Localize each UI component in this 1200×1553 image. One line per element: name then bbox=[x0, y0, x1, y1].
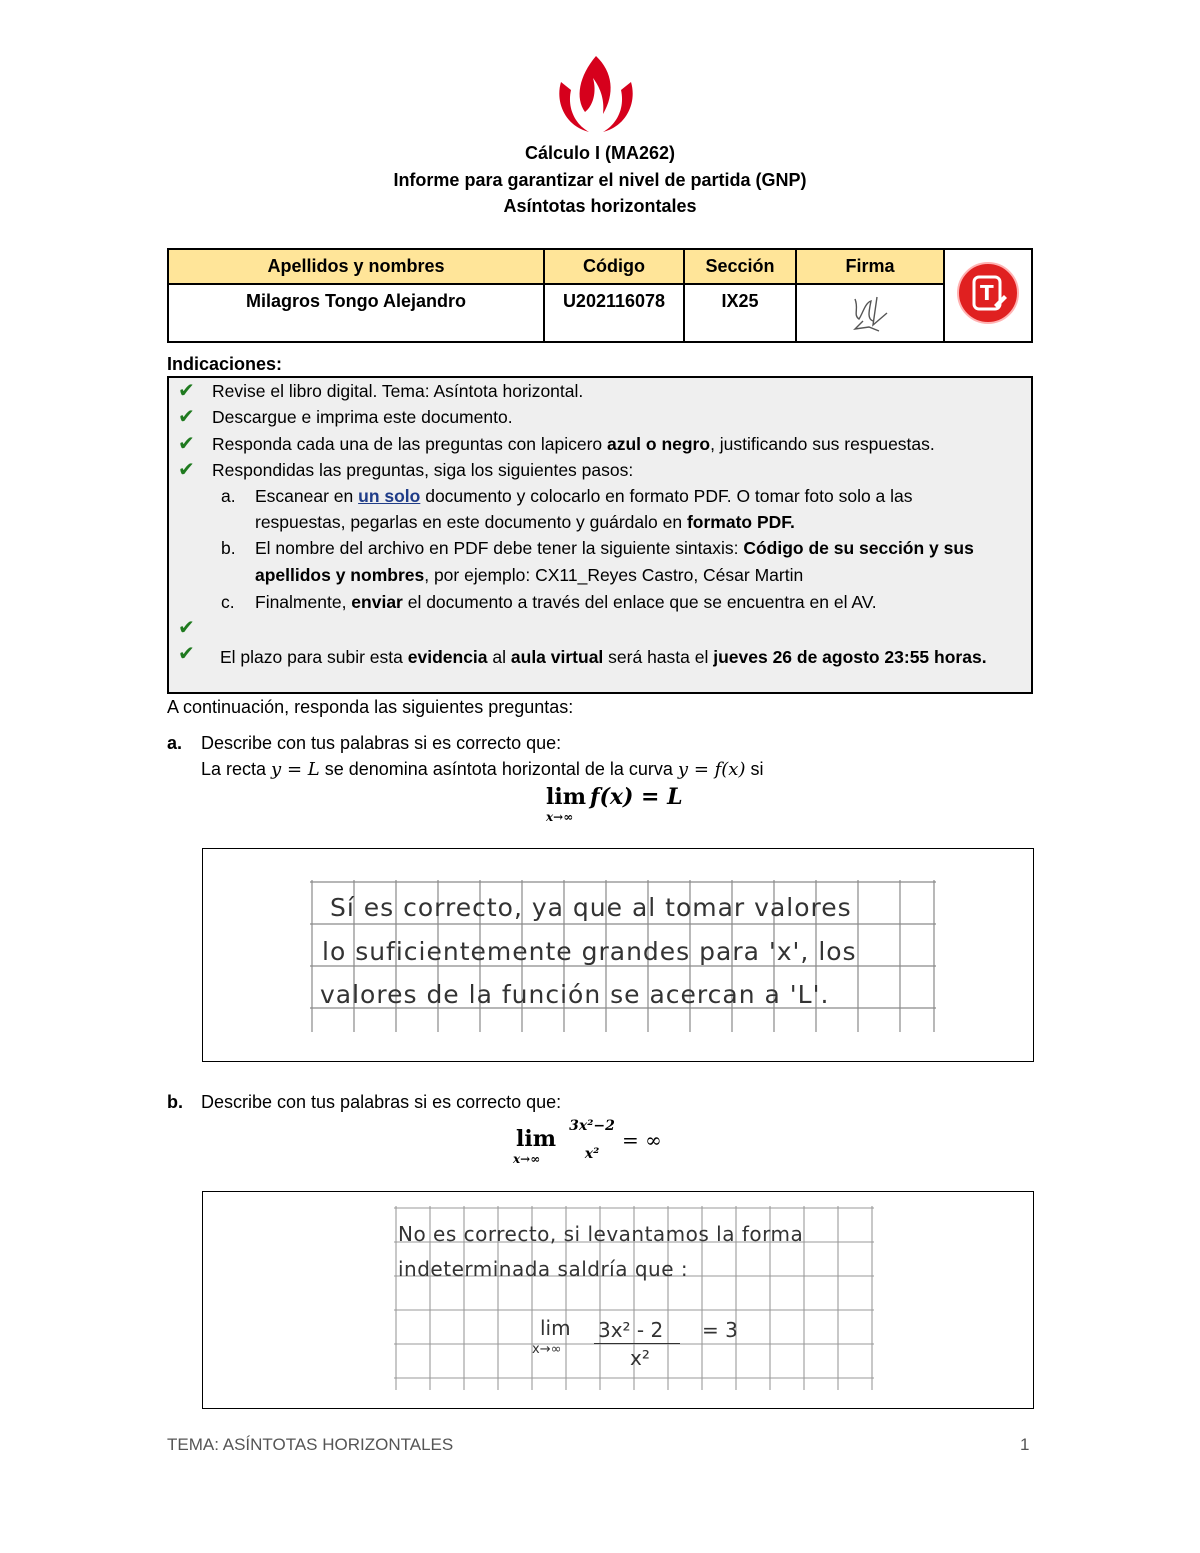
header-signature: Firma bbox=[796, 249, 944, 284]
signature-cell bbox=[796, 284, 944, 342]
header-section: Sección bbox=[684, 249, 796, 284]
header-code: Código bbox=[544, 249, 684, 284]
check-icon: ✔ bbox=[178, 433, 195, 455]
answer-b-den: x² bbox=[630, 1346, 650, 1370]
app-badge-icon bbox=[956, 261, 1020, 325]
check-icon: ✔ bbox=[178, 459, 195, 481]
sub-instruction-c: Finalmente, enviar el documento a través del enlace que se encuentra en el AV. bbox=[255, 592, 877, 612]
check-icon: ✔ bbox=[178, 406, 195, 428]
page-number: 1 bbox=[1020, 1435, 1030, 1454]
instruction-3: Responda cada una de las preguntas con lapicero azul o negro, justificando sus respuestas. bbox=[212, 434, 935, 454]
student-name: Milagros Tongo Alejandro bbox=[168, 284, 544, 342]
continue-instruction: A continuación, responda las siguientes preguntas: bbox=[167, 697, 574, 717]
header-name: Apellidos y nombres bbox=[168, 249, 544, 284]
answer-a-line-1: Sí es correcto, ya que al tomar valores bbox=[330, 893, 852, 922]
sub-letter-a: a. bbox=[221, 486, 236, 506]
sub-letter-b: b. bbox=[221, 538, 236, 558]
sub-instruction-b-line2: apellidos y nombres, por ejemplo: CX11_Reyes Castro, César Martin bbox=[255, 565, 804, 585]
question-a-statement: La recta y = L se denomina asíntota horizontal de la curva y = f(x) si bbox=[201, 759, 764, 780]
instruction-1: Revise el libro digital. Tema: Asíntota horizontal. bbox=[212, 381, 584, 401]
check-icon: ✔ bbox=[178, 380, 195, 402]
instruction-2: Descargue e imprima este documento. bbox=[212, 407, 513, 427]
topic-title: Asíntotas horizontales bbox=[503, 196, 697, 216]
course-title: Cálculo I (MA262) bbox=[524, 143, 676, 163]
formula-a-sub: x→∞ bbox=[546, 810, 574, 824]
sub-instruction-b: El nombre del archivo en PDF debe tener la siguiente sintaxis: Código de su sección y sus bbox=[255, 538, 974, 558]
formula-b-num: 3x²−2 bbox=[569, 1118, 615, 1134]
formula-a-body: f(x) = L bbox=[590, 784, 683, 810]
app-badge-cell bbox=[944, 249, 1032, 342]
answer-b-line-1: No es correcto, si levantamos la forma bbox=[398, 1222, 804, 1246]
svg-text:T: T bbox=[980, 281, 994, 305]
answer-b-line-2: indeterminada saldría que : bbox=[398, 1257, 689, 1281]
formula-b-rhs: = ∞ bbox=[622, 1128, 662, 1152]
sub-instruction-a: Escanear en un solo documento y colocarlo en formato PDF. O tomar foto solo a las bbox=[255, 486, 913, 506]
question-b-letter: b. bbox=[167, 1092, 183, 1112]
indications-label: Indicaciones: bbox=[167, 354, 283, 374]
student-code: U202116078 bbox=[544, 284, 684, 342]
un-solo-link[interactable]: un solo bbox=[358, 486, 421, 506]
question-a-text: Describe con tus palabras si es correcto que: bbox=[201, 733, 562, 753]
answer-a-line-3: valores de la función se acercan a 'L'. bbox=[320, 980, 830, 1009]
sub-letter-c: c. bbox=[221, 592, 235, 612]
check-icon: ✔ bbox=[178, 617, 195, 639]
report-title: Informe para garantizar el nivel de partida (GNP) bbox=[393, 170, 807, 190]
student-section: IX25 bbox=[684, 284, 796, 342]
footer-topic: TEMA: ASÍNTOTAS HORIZONTALES bbox=[167, 1435, 454, 1454]
sub-instruction-a-line2: respuestas, pegarlas en este documento y guárdalo en formato PDF. bbox=[255, 512, 795, 532]
check-icon: ✔ bbox=[178, 643, 195, 665]
question-b-text: Describe con tus palabras si es correcto que: bbox=[201, 1092, 562, 1112]
instruction-4: Respondidas las preguntas, siga los siguientes pasos: bbox=[212, 460, 634, 480]
student-info-table bbox=[167, 248, 1033, 343]
answer-b-fraction-bar bbox=[594, 1343, 680, 1344]
answer-b-num: 3x² - 2 bbox=[598, 1318, 664, 1342]
deadline-text: El plazo para subir esta evidencia al aula virtual será hasta el jueves 26 de agosto 23:55 horas. bbox=[220, 647, 987, 667]
answer-b-sub: x→∞ bbox=[532, 1342, 562, 1357]
university-logo-icon bbox=[553, 52, 639, 136]
formula-b-lim: lim bbox=[516, 1126, 556, 1152]
question-a-letter: a. bbox=[167, 733, 183, 753]
signature-icon bbox=[845, 291, 895, 335]
answer-a-line-2: lo suficientemente grandes para 'x', los bbox=[322, 937, 857, 966]
answer-b-rhs: = 3 bbox=[702, 1318, 738, 1342]
formula-a-lim: lim bbox=[546, 784, 586, 810]
answer-b-lim: lim bbox=[540, 1316, 571, 1340]
formula-b-den: x² bbox=[584, 1146, 600, 1162]
formula-b-sub: x→∞ bbox=[513, 1152, 541, 1166]
formula-b bbox=[513, 1116, 673, 1168]
